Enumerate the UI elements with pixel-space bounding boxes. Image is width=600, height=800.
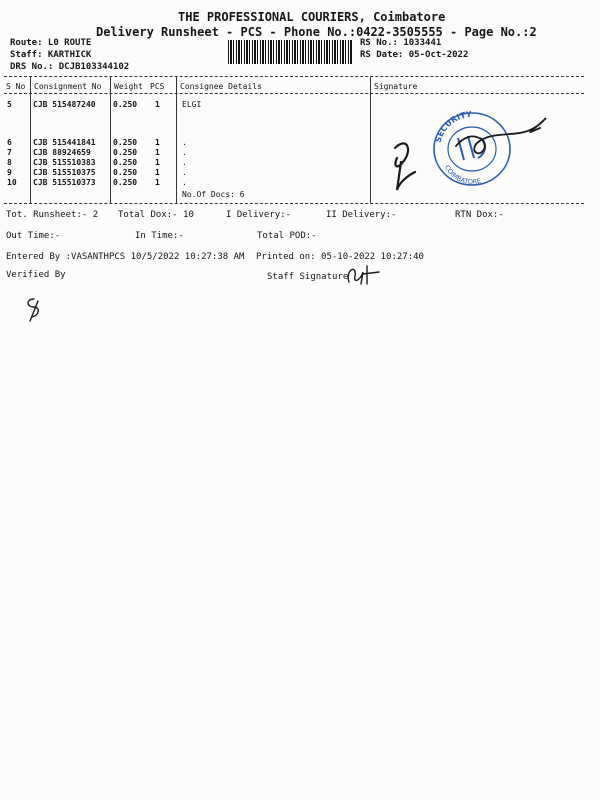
total-dox: Total Dox:- 10 [118, 210, 194, 220]
no-of-docs: No.Of Docs: 6 [182, 190, 245, 199]
col-sno: S No [6, 82, 26, 91]
i-delivery: I Delivery:- [226, 210, 292, 220]
verified-by: Verified By [6, 270, 66, 280]
svg-text:SECURITY: SECURITY [433, 109, 473, 144]
col-signature: Signature [374, 82, 418, 91]
table-row-weight: 0.250 [113, 148, 138, 157]
recipient-signature [385, 128, 425, 198]
printed-on: Printed on: 05-10-2022 10:27:40 [256, 252, 424, 262]
staff-signature-label: Staff Signature [267, 272, 349, 282]
col-weight: Weight [114, 82, 143, 91]
runsheet-subtitle: Delivery Runsheet - PCS - Phone No.:0422-3505555 - Page No.:2 [96, 25, 537, 39]
rtn-dox: RTN Dox:- [455, 210, 504, 220]
table-row-pcs: 1 [155, 168, 160, 177]
table-row-consignee: . [182, 178, 187, 187]
table-row-pcs: 1 [155, 158, 160, 167]
table-row-consignment: CJB 88924659 [33, 148, 91, 157]
table-header-rule [4, 93, 584, 94]
barcode [228, 40, 352, 64]
table-row-consignment: CJB 515510375 [33, 168, 96, 177]
table-top-rule [4, 76, 584, 77]
staff-signature [343, 262, 385, 288]
col-consignee: Consignee Details [180, 82, 262, 91]
table-row-consignee: . [182, 168, 187, 177]
table-row-sno: 9 [7, 168, 12, 177]
drs-number: DRS No.: DCJB103344102 [10, 62, 130, 72]
table-row-weight: 0.250 [113, 178, 138, 187]
tot-runsheet: Tot. Runsheet:- 2 [6, 210, 99, 220]
table-row-consignment: CJB 515510373 [33, 178, 96, 187]
rs-number: RS No.: 1033441 [360, 38, 442, 48]
table-row-weight: 0.250 [113, 158, 138, 167]
company-title: THE PROFESSIONAL COURIERS, Coimbatore [178, 10, 446, 24]
table-row-consignee: . [182, 148, 187, 157]
table-row-consignee: . [182, 138, 187, 147]
total-pod: Total POD:- [257, 231, 317, 241]
table-row-pcs: 1 [155, 138, 160, 147]
table-row-sno: 7 [7, 148, 12, 157]
table-row-pcs: 1 [155, 148, 160, 157]
table-row-consignment: CJB 515510383 [33, 158, 96, 167]
stamp-signature [452, 112, 552, 162]
entered-by: Entered By :VASANTHPCS 10/5/2022 10:27:38 AM [6, 252, 245, 262]
table-row-pcs: 1 [155, 178, 160, 187]
route-label: Route: L0 ROUTE [10, 38, 92, 48]
rs-date: RS Date: 05-Oct-2022 [360, 50, 469, 60]
table-row-consignment: CJB 515487240 [33, 100, 96, 109]
table-bottom-rule [4, 203, 584, 204]
staff-label: Staff: KARTHICK [10, 50, 92, 60]
out-time: Out Time:- [6, 231, 61, 241]
table-row-sno: 10 [7, 178, 17, 187]
table-row-sno: 5 [7, 100, 12, 109]
table-row-consignee: ELGI [182, 100, 202, 109]
col-pcs: PCS [150, 82, 165, 91]
table-row-weight: 0.250 [113, 168, 138, 177]
svg-text:COIMBATORE: COIMBATORE [443, 163, 482, 187]
table-row-sno: 8 [7, 158, 12, 167]
col-consignment: Consignment No [34, 82, 102, 91]
table-row-weight: 0.250 [113, 138, 138, 147]
table-row-weight: 0.250 [113, 100, 138, 109]
ii-delivery: II Delivery:- [326, 210, 397, 220]
in-time: In Time:- [135, 231, 184, 241]
table-row-consignee: . [182, 158, 187, 167]
table-row-pcs: 1 [155, 100, 160, 109]
table-row-consignment: CJB 515441841 [33, 138, 96, 147]
verifier-initials [22, 295, 48, 323]
table-row-sno: 6 [7, 138, 12, 147]
